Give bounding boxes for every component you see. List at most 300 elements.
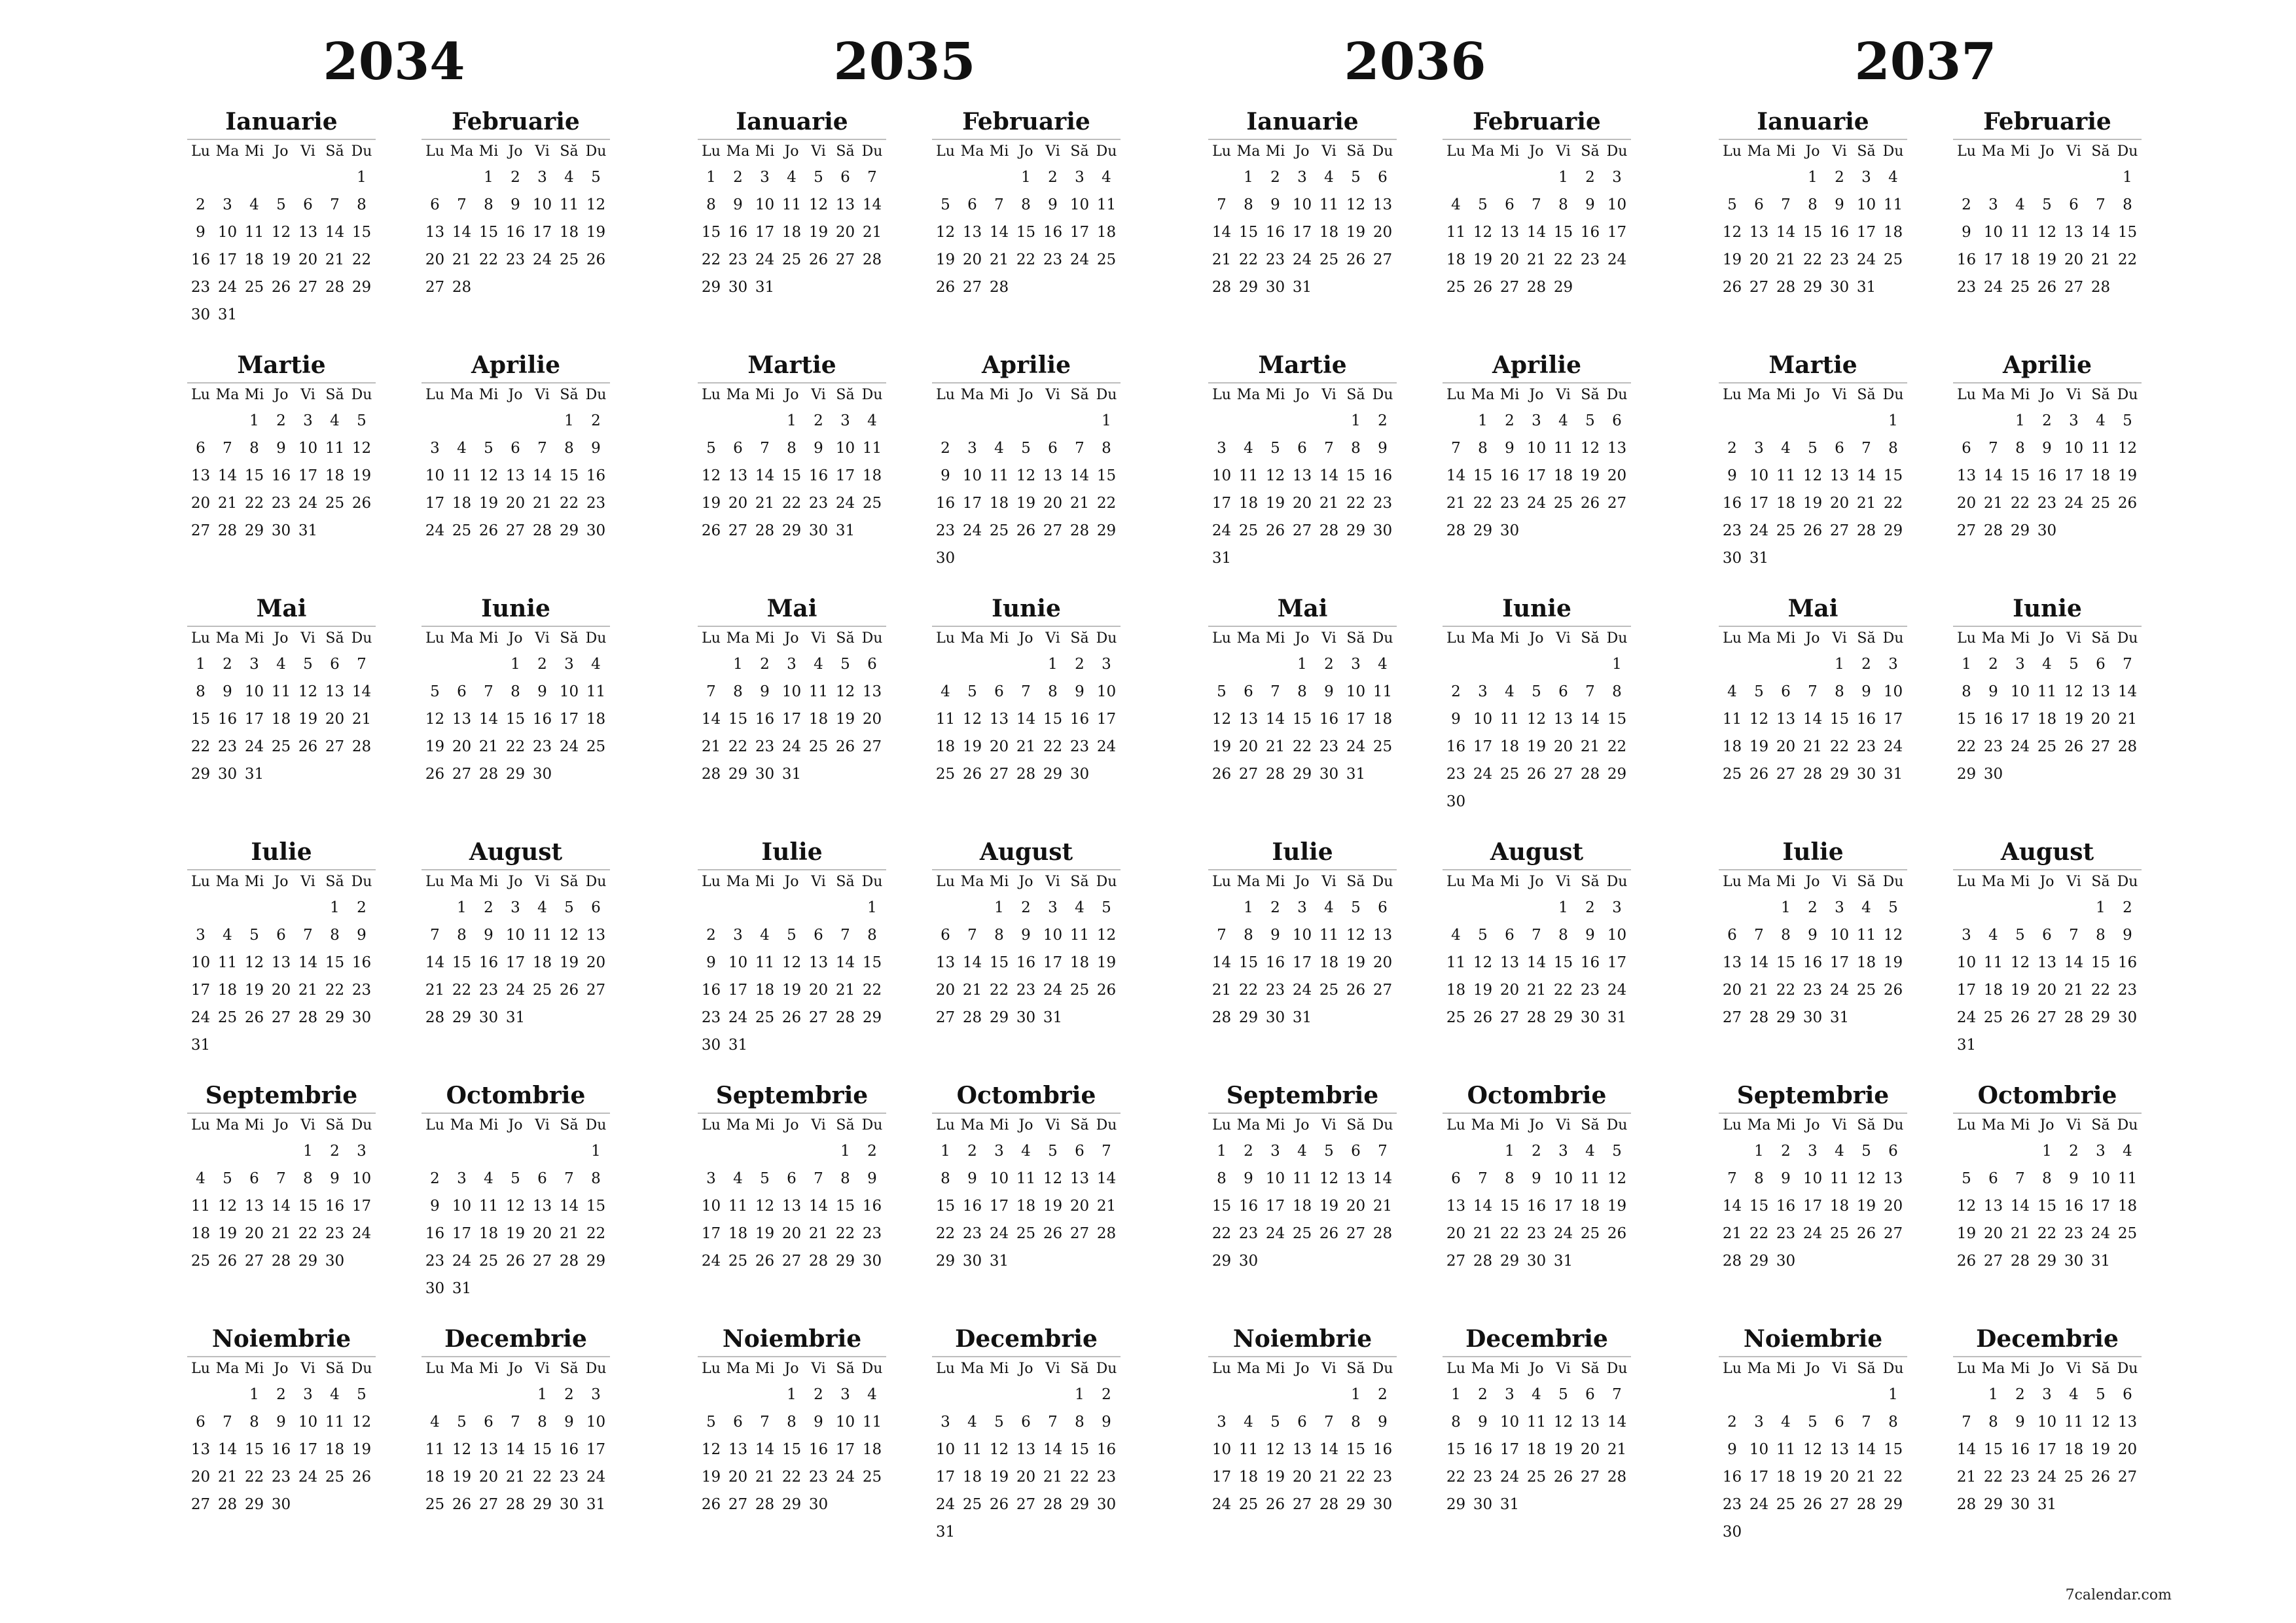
day-cell: 4 <box>276 656 286 673</box>
day-cell: 11 <box>1776 467 1796 484</box>
day-cell: 11 <box>1499 711 1520 728</box>
weekday-label: Ma <box>450 387 474 403</box>
weekday-label: Ma <box>1981 874 2005 890</box>
month-block <box>422 348 610 584</box>
day-cell: 10 <box>1856 196 1876 213</box>
weekday-label: Du <box>861 630 883 647</box>
day-cell: 23 <box>1069 738 1090 755</box>
day-cell: 21 <box>1319 1469 1339 1486</box>
day-cell: 4 <box>733 1170 743 1187</box>
day-cell: 20 <box>505 495 526 512</box>
weekday-label: Vi <box>811 1361 826 1377</box>
day-cell: 27 <box>2117 1469 2138 1486</box>
month-title: Ianuarie <box>736 108 848 135</box>
day-cell: 27 <box>271 1009 291 1026</box>
day-cell: 30 <box>532 766 552 783</box>
day-cell: 27 <box>190 522 211 539</box>
day-cell: 6 <box>1505 927 1515 944</box>
day-grid <box>932 1381 1121 1546</box>
day-cell: 23 <box>1238 1225 1259 1242</box>
day-cell: 7 <box>430 927 440 944</box>
day-cell: 29 <box>1829 766 1850 783</box>
day-cell: 25 <box>478 1253 499 1270</box>
day-cell: 10 <box>2064 440 2084 457</box>
day-cell: 10 <box>217 224 238 241</box>
weekday-header <box>932 382 1121 407</box>
day-cell: 18 <box>2064 1441 2084 1458</box>
day-grid <box>187 164 376 329</box>
day-cell: 14 <box>1580 711 1600 728</box>
day-cell: 11 <box>862 1414 882 1431</box>
day-cell: 6 <box>457 683 467 700</box>
weekday-label: Lu <box>1957 874 1976 890</box>
day-cell: 21 <box>1776 251 1796 268</box>
day-cell: 24 <box>1749 522 1769 539</box>
day-cell: 13 <box>505 467 526 484</box>
day-cell: 23 <box>1319 738 1339 755</box>
day-cell: 21 <box>2010 1225 2030 1242</box>
weekday-header <box>1443 869 1631 894</box>
day-cell: 10 <box>2010 683 2030 700</box>
day-cell: 17 <box>351 1198 372 1215</box>
day-cell: 14 <box>1211 954 1232 971</box>
day-cell: 12 <box>586 196 606 213</box>
day-cell: 26 <box>425 766 445 783</box>
day-cell: 7 <box>223 440 232 457</box>
weekday-header <box>187 1356 376 1381</box>
weekday-header <box>932 1356 1121 1381</box>
day-cell: 18 <box>244 251 264 268</box>
day-cell: 22 <box>1292 738 1312 755</box>
day-cell: 7 <box>330 196 340 213</box>
day-cell: 16 <box>1043 224 1063 241</box>
day-cell: 3 <box>2096 1143 2106 1160</box>
weekday-label: Ma <box>726 1117 750 1133</box>
day-cell: 30 <box>1829 279 1850 296</box>
weekday-header <box>1719 1356 1907 1381</box>
day-cell: 28 <box>1526 1009 1547 1026</box>
weekday-label: Vi <box>1832 143 1847 160</box>
day-cell: 19 <box>701 1469 721 1486</box>
day-cell: 3 <box>840 412 850 429</box>
day-cell: 24 <box>1069 251 1090 268</box>
weekday-label: Să <box>1857 630 1876 647</box>
day-cell: 30 <box>217 766 238 783</box>
day-cell: 20 <box>1607 467 1627 484</box>
day-cell: 7 <box>2096 196 2106 213</box>
day-cell: 16 <box>1829 224 1850 241</box>
day-cell: 25 <box>1883 251 1903 268</box>
day-cell: 3 <box>564 656 574 673</box>
day-cell: 10 <box>1265 1170 1285 1187</box>
day-cell: 6 <box>511 440 520 457</box>
day-cell: 24 <box>1211 522 1232 539</box>
day-cell: 4 <box>867 1386 877 1403</box>
day-cell: 11 <box>1446 954 1466 971</box>
day-cell: 17 <box>1829 954 1850 971</box>
weekday-label: Să <box>1070 1361 1089 1377</box>
day-cell: 6 <box>430 196 440 213</box>
weekday-label: Ma <box>1236 1361 1261 1377</box>
weekday-label: Lu <box>936 630 955 647</box>
day-cell: 1 <box>1075 1386 1085 1403</box>
day-cell: 13 <box>1983 1198 2003 1215</box>
day-cell: 14 <box>325 224 345 241</box>
weekday-label: Lu <box>191 874 210 890</box>
day-cell: 15 <box>1238 224 1259 241</box>
weekday-header <box>932 626 1121 651</box>
day-cell: 20 <box>1580 1441 1600 1458</box>
month-block <box>422 1322 610 1558</box>
day-cell: 1 <box>1102 412 1111 429</box>
weekday-label: Lu <box>702 1361 721 1377</box>
weekday-label: Du <box>1606 1117 1628 1133</box>
day-cell: 16 <box>935 495 956 512</box>
day-cell: 17 <box>2090 1198 2111 1215</box>
day-cell: 29 <box>1446 1496 1466 1513</box>
day-cell: 3 <box>706 1170 716 1187</box>
weekday-label: Lu <box>702 143 721 160</box>
weekday-label: Jo <box>784 1117 799 1133</box>
day-cell: 16 <box>1265 224 1285 241</box>
day-cell: 30 <box>271 1496 291 1513</box>
day-cell: 27 <box>1069 1225 1090 1242</box>
day-cell: 1 <box>2042 1143 2052 1160</box>
day-cell: 29 <box>244 522 264 539</box>
weekday-label: Ma <box>1747 143 1771 160</box>
weekday-label: Vi <box>535 1117 550 1133</box>
day-cell: 6 <box>1351 1143 1361 1160</box>
weekday-label: Să <box>560 1361 579 1377</box>
day-cell: 2 <box>941 440 950 457</box>
day-cell: 7 <box>1451 440 1461 457</box>
day-cell: 4 <box>1558 412 1568 429</box>
day-cell: 8 <box>1888 440 1898 457</box>
day-cell: 3 <box>430 440 440 457</box>
day-cell: 14 <box>1096 1170 1117 1187</box>
day-cell: 6 <box>1835 1414 1844 1431</box>
day-cell: 17 <box>586 1441 606 1458</box>
day-cell: 30 <box>559 1496 579 1513</box>
day-cell: 30 <box>962 1253 982 1270</box>
day-cell: 18 <box>425 1469 445 1486</box>
month-title: Decembrie <box>444 1325 587 1353</box>
day-cell: 7 <box>1781 196 1791 213</box>
day-grid <box>187 407 376 544</box>
day-cell: 10 <box>559 683 579 700</box>
day-cell: 12 <box>962 711 982 728</box>
day-cell: 29 <box>298 1253 318 1270</box>
day-grid <box>698 1381 886 1518</box>
weekday-label: Să <box>836 387 855 403</box>
day-cell: 12 <box>1856 1170 1876 1187</box>
weekday-header <box>1953 626 2142 651</box>
day-cell: 10 <box>190 954 211 971</box>
day-cell: 10 <box>505 927 526 944</box>
day-cell: 13 <box>835 196 855 213</box>
day-cell: 2 <box>2123 899 2132 916</box>
day-cell: 22 <box>559 495 579 512</box>
day-cell: 20 <box>781 1225 802 1242</box>
weekday-label: Ma <box>1471 387 1495 403</box>
month-title: August <box>1490 838 1584 866</box>
weekday-label: Să <box>2091 874 2110 890</box>
weekday-label: Du <box>1372 1117 1393 1133</box>
day-cell: 24 <box>1553 1225 1573 1242</box>
day-cell: 13 <box>1446 1198 1466 1215</box>
day-cell: 20 <box>962 251 982 268</box>
weekday-label: Du <box>1882 143 1904 160</box>
day-cell: 17 <box>1749 1469 1769 1486</box>
weekday-label: Vi <box>2066 630 2081 647</box>
weekday-label: Jo <box>1018 143 1033 160</box>
day-cell: 31 <box>1043 1009 1063 1026</box>
day-cell: 28 <box>271 1253 291 1270</box>
day-cell: 2 <box>1585 899 1595 916</box>
day-cell: 25 <box>2037 738 2057 755</box>
day-grid <box>187 1381 376 1518</box>
day-cell: 9 <box>484 927 493 944</box>
day-cell: 22 <box>532 1469 552 1486</box>
month-block <box>698 1079 886 1314</box>
weekday-label: Jo <box>1529 630 1544 647</box>
day-cell: 10 <box>1749 1441 1769 1458</box>
day-cell: 16 <box>862 1198 882 1215</box>
weekday-label: Ma <box>1471 1117 1495 1133</box>
day-grid <box>1719 164 1907 301</box>
day-cell: 30 <box>1580 1009 1600 1026</box>
day-cell: 16 <box>190 251 211 268</box>
day-cell: 12 <box>1211 711 1232 728</box>
day-cell: 29 <box>701 279 721 296</box>
day-cell: 18 <box>1499 738 1520 755</box>
day-cell: 3 <box>1962 927 1971 944</box>
day-cell: 11 <box>1829 1170 1850 1187</box>
day-cell: 9 <box>1075 683 1085 700</box>
day-cell: 19 <box>1526 738 1547 755</box>
day-cell: 30 <box>2064 1253 2084 1270</box>
day-cell: 14 <box>962 954 982 971</box>
day-cell: 22 <box>781 495 802 512</box>
day-cell: 18 <box>1856 954 1876 971</box>
day-cell: 16 <box>2064 1198 2084 1215</box>
day-cell: 14 <box>1856 1441 1876 1458</box>
day-cell: 23 <box>935 522 956 539</box>
weekday-label: Ma <box>1981 143 2005 160</box>
day-cell: 23 <box>1803 982 1823 999</box>
day-cell: 26 <box>298 738 318 755</box>
weekday-label: Lu <box>425 387 444 403</box>
day-cell: 20 <box>1238 738 1259 755</box>
day-cell: 3 <box>537 169 547 186</box>
weekday-label: Mi <box>989 387 1009 403</box>
day-cell: 3 <box>1754 440 1764 457</box>
day-cell: 15 <box>2117 224 2138 241</box>
weekday-label: Vi <box>1045 1361 1060 1377</box>
day-cell: 26 <box>1580 495 1600 512</box>
weekday-label: Să <box>1070 630 1089 647</box>
day-cell: 29 <box>244 1496 264 1513</box>
day-cell: 22 <box>701 251 721 268</box>
day-cell: 8 <box>564 440 574 457</box>
day-cell: 21 <box>1526 251 1547 268</box>
day-cell: 14 <box>452 224 472 241</box>
day-cell: 5 <box>1351 899 1361 916</box>
day-cell: 9 <box>867 1170 877 1187</box>
day-cell: 14 <box>862 196 882 213</box>
weekday-label: Să <box>2091 630 2110 647</box>
day-cell: 3 <box>1754 1414 1764 1431</box>
day-cell: 13 <box>1553 711 1573 728</box>
day-cell: 15 <box>2037 1198 2057 1215</box>
day-cell: 31 <box>1883 766 1903 783</box>
weekday-label: Să <box>1857 1361 1876 1377</box>
day-cell: 2 <box>1270 169 1280 186</box>
day-cell: 1 <box>1962 656 1971 673</box>
day-cell: 24 <box>2064 495 2084 512</box>
day-cell: 22 <box>1803 251 1823 268</box>
day-grid <box>698 164 886 301</box>
day-cell: 30 <box>1372 522 1393 539</box>
month-title: Aprilie <box>981 351 1071 379</box>
day-cell: 25 <box>1856 982 1876 999</box>
weekday-label: Du <box>1372 874 1393 890</box>
day-cell: 14 <box>298 954 318 971</box>
day-cell: 20 <box>244 1225 264 1242</box>
day-cell: 25 <box>1319 982 1339 999</box>
day-cell: 14 <box>701 711 721 728</box>
day-cell: 29 <box>1211 1253 1232 1270</box>
day-cell: 10 <box>1473 711 1493 728</box>
month-block <box>422 105 610 340</box>
month-block <box>1953 592 2142 827</box>
day-cell: 15 <box>1553 954 1573 971</box>
weekday-label: Lu <box>1723 387 1742 403</box>
day-cell: 20 <box>2064 251 2084 268</box>
day-cell: 11 <box>1856 927 1876 944</box>
day-cell: 4 <box>941 683 950 700</box>
weekday-label: Vi <box>1556 874 1571 890</box>
day-cell: 22 <box>351 251 372 268</box>
day-grid <box>698 1137 886 1275</box>
day-cell: 6 <box>967 196 977 213</box>
day-cell: 8 <box>457 927 467 944</box>
weekday-label: Jo <box>1295 1117 1310 1133</box>
day-cell: 24 <box>1265 1225 1285 1242</box>
day-cell: 30 <box>1096 1496 1117 1513</box>
month-block <box>932 835 1121 1071</box>
day-cell: 26 <box>935 279 956 296</box>
weekday-label: Mi <box>2010 874 2030 890</box>
day-cell: 17 <box>989 1198 1009 1215</box>
weekday-label: Mi <box>244 1361 264 1377</box>
month-block <box>932 1079 1121 1314</box>
day-cell: 15 <box>989 954 1009 971</box>
day-cell: 17 <box>1607 224 1627 241</box>
day-cell: 6 <box>1378 899 1388 916</box>
month-title: Octombrie <box>1467 1082 1607 1109</box>
day-cell: 22 <box>1016 251 1036 268</box>
day-cell: 28 <box>452 279 472 296</box>
day-cell: 16 <box>1956 251 1977 268</box>
weekday-label: Du <box>1606 143 1628 160</box>
day-cell: 12 <box>2090 1414 2111 1431</box>
day-cell: 26 <box>781 1009 802 1026</box>
day-cell: 5 <box>430 683 440 700</box>
day-cell: 23 <box>190 279 211 296</box>
day-cell: 14 <box>1956 1441 1977 1458</box>
day-cell: 3 <box>303 412 313 429</box>
day-cell: 4 <box>1378 656 1388 673</box>
day-cell: 15 <box>190 711 211 728</box>
weekday-label: Jo <box>1805 387 1820 403</box>
day-cell: 7 <box>484 683 493 700</box>
day-grid <box>1443 1381 1631 1518</box>
day-cell: 30 <box>1372 1496 1393 1513</box>
day-cell: 7 <box>1478 1170 1488 1187</box>
day-cell: 13 <box>935 954 956 971</box>
day-cell: 17 <box>425 495 445 512</box>
day-cell: 16 <box>532 711 552 728</box>
day-cell: 21 <box>351 711 372 728</box>
day-cell: 17 <box>1607 954 1627 971</box>
day-cell: 28 <box>1856 1496 1876 1513</box>
weekday-label: Lu <box>936 1117 955 1133</box>
day-cell: 17 <box>1749 495 1769 512</box>
day-cell: 22 <box>1211 1225 1232 1242</box>
day-cell: 26 <box>1803 1496 1823 1513</box>
weekday-label: Jo <box>508 874 523 890</box>
weekday-label: Lu <box>425 143 444 160</box>
day-cell: 28 <box>1473 1253 1493 1270</box>
weekday-label: Du <box>1372 143 1393 160</box>
day-cell: 8 <box>1102 440 1111 457</box>
day-cell: 14 <box>425 954 445 971</box>
day-cell: 12 <box>1956 1198 1977 1215</box>
month-block <box>1953 1079 2142 1314</box>
day-cell: 21 <box>1319 495 1339 512</box>
day-cell: 19 <box>1856 1198 1876 1215</box>
day-cell: 5 <box>591 169 601 186</box>
day-cell: 8 <box>1451 1414 1461 1431</box>
day-cell: 6 <box>1612 412 1622 429</box>
day-cell: 31 <box>935 1524 956 1541</box>
day-cell: 17 <box>835 467 855 484</box>
weekday-header <box>698 139 886 164</box>
day-cell: 6 <box>787 1170 797 1187</box>
weekday-label: Mi <box>1265 1361 1285 1377</box>
weekday-header <box>422 139 610 164</box>
weekday-label: Mi <box>244 630 264 647</box>
day-grid <box>1953 651 2142 788</box>
day-grid <box>1953 407 2142 544</box>
day-cell: 27 <box>808 1009 829 1026</box>
day-cell: 24 <box>1829 982 1850 999</box>
day-cell: 21 <box>271 1225 291 1242</box>
day-cell: 12 <box>701 1441 721 1458</box>
day-cell: 6 <box>249 1170 259 1187</box>
day-cell: 21 <box>1265 738 1285 755</box>
day-cell: 25 <box>217 1009 238 1026</box>
day-cell: 11 <box>217 954 238 971</box>
day-cell: 19 <box>1043 1198 1063 1215</box>
day-cell: 24 <box>1292 251 1312 268</box>
day-cell: 16 <box>1446 738 1466 755</box>
day-cell: 26 <box>244 1009 264 1026</box>
day-cell: 18 <box>2117 1198 2138 1215</box>
day-cell: 12 <box>271 224 291 241</box>
day-cell: 26 <box>1016 522 1036 539</box>
